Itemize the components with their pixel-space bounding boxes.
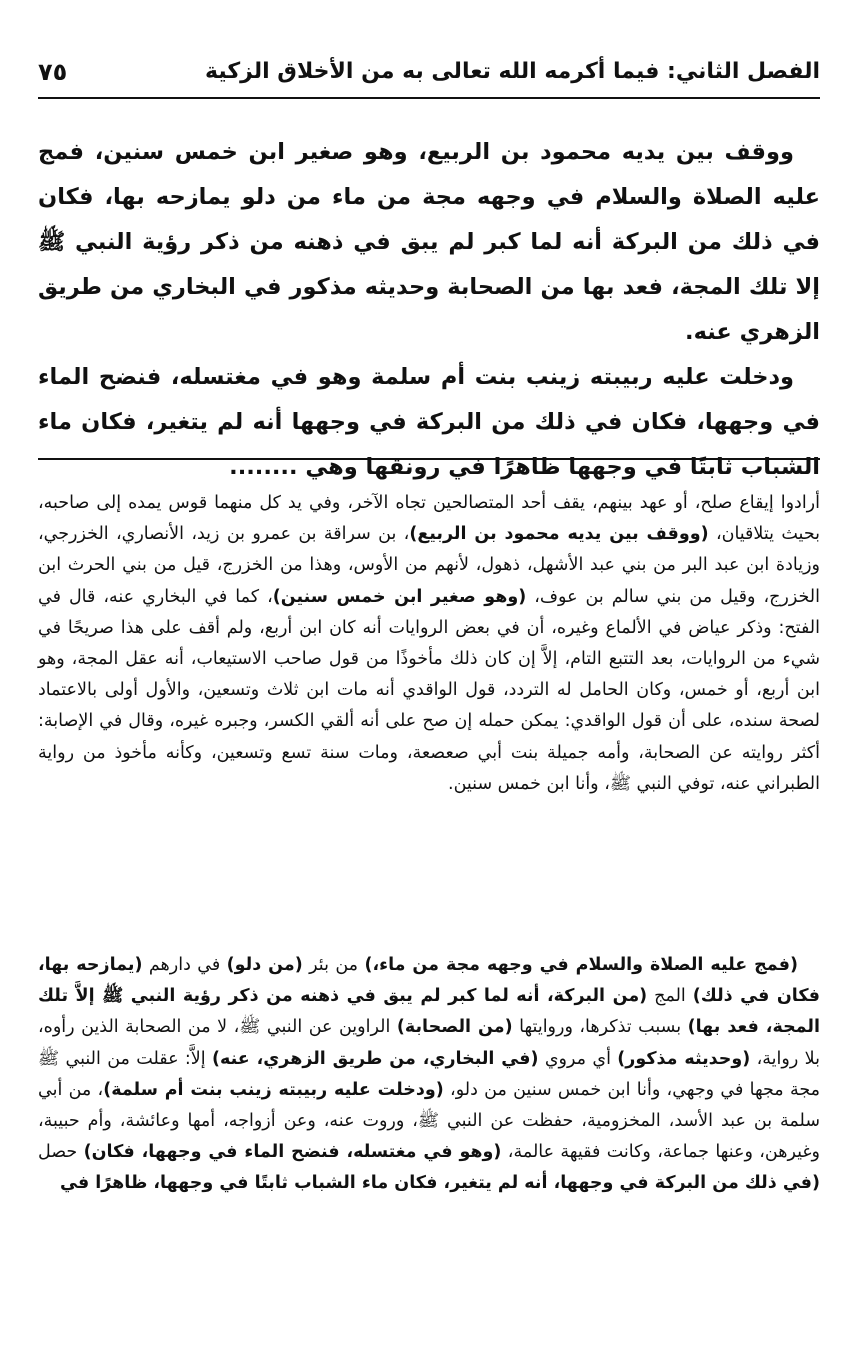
commentary-text: حصل (38, 1142, 84, 1163)
quoted-main-text: (وحديثه مذكور) (617, 1048, 751, 1069)
quoted-main-text: (وهو في مغتسله، فنضح الماء في وجهها، فكان) (83, 1142, 502, 1163)
commentary-paragraph-2 (38, 950, 820, 1200)
quoted-main-text: (في ذلك من البركة في وجهها، أنه لم يتغير، فكان ماء الشباب ثابتًا في وجهها، ظاهرًا في (59, 1173, 820, 1194)
commentary-text: في دارهم (142, 955, 227, 975)
quoted-main-text: (من الصحابة) (396, 1017, 513, 1038)
commentary-text: ، بن سراقة بن عمرو بن زيد، الأنصاري، الخزرجي، وزيادة ابن عبد البر من بني عبد الأشهل، ذهول، لأنهم من الأوس، وهذا من الخزرج، قيل من بني الحرث ابن الخزرج، وقيل من بني سالم بن عوف، (38, 524, 820, 607)
quoted-main-text: (من البركة، أنه لما كبر لم يبق في ذهنه من ذكر رؤية النبي ﷺ إلاَّ تلك المجة، فعد بها) (38, 986, 820, 1038)
header-divider (38, 97, 820, 99)
quoted-main-text: (فمج عليه الصلاة والسلام في وجهه مجة من ماء،) (364, 955, 798, 975)
commentary-text: إلاَّ: عقلت من النبي ﷺ مجة مجها في وجهي، وأنا ابن خمس سنين من دلو، (38, 1048, 821, 1100)
main-text-paragraph-1: ووقف بين يديه محمود بن الربيع، وهو صغير ابن خمس سنين، فمج عليه الصلاة والسلام في وجهه مجة من ماء من دلو يمازحه بها، فكان في ذلك من البركة أنه لما كبر لم يبق في ذهنه من ذكر رؤية النبي ﷺ إلا تلك المجة، فعد بها من الصحابة وحديثه مذكور في البخاري من طريق الزهري عنه. (38, 139, 820, 345)
commentary-text: من بئر (302, 955, 365, 975)
commentary-divider (38, 458, 820, 460)
commentary-text: بسبب تذكرها، وروايتها (512, 1017, 688, 1038)
commentary-text: أرادوا إيقاع صلح، أو عهد بينهم، يقف أحد المتصالحين تجاه الآخر، وفي يد كل منهما قوس يمده إلى صاحبه، بحيث يتلاقيان، (38, 493, 820, 545)
quoted-main-text: (في البخاري، من طريق الزهري، عنه) (212, 1048, 539, 1069)
quoted-main-text: (وهو صغير ابن خمس سنين) (272, 586, 527, 607)
quoted-main-text: (من دلو) (226, 955, 303, 975)
commentary-text: الراوين عن النبي ﷺ، لا من الصحابة الذين رأوه، بلا رواية، (38, 1017, 820, 1069)
commentary-paragraph-1 (38, 488, 820, 800)
chapter-title: الفصل الثاني: فيما أكرمه الله تعالى به من الأخلاق الزكية (205, 59, 820, 84)
quoted-main-text: (ووقف بين يديه محمود بن الربيع) (409, 524, 709, 545)
main-text (38, 130, 820, 490)
quoted-main-text: (ودخلت عليه ربيبته زينب بنت أم سلمة) (103, 1079, 444, 1100)
commentary-block-1 (38, 488, 820, 800)
page-header (38, 50, 820, 94)
page-number: ٧٥ (38, 58, 68, 86)
commentary-text: ، كما في البخاري عنه، قال في الفتح: وذكر عياض في الألماع وغيره، أن في بعض الروايات أنه كان ابن أربع، ولم أقف على هذا صريحًا في شيء من الروايات، بعد التتبع التام، إلاَّ إن كان ذلك مأخوذًا من قول صاحب الاستيعاب، أنه عقل المجة، وهو ابن أربع، أو خمس، وكان الحامل له التردد، قول الواقدي أنه مات ابن ثلاث وتسعين، والأول أولى بالاعتماد لصحة سنده، على أن قول الواقدي: يمكن حمله إن صح على أنه ألقي الكسر، وجبره غيره، وقال في الإصابة: أكثر روايته عن الصحابة، وأمه جميلة بنت أبي صعصعة، ومات سنة تسع وتسعين، وكأنه مأخوذ من رواية الطبراني عنه، توفي النبي ﷺ، وأنا ابن خمس سنين. (38, 586, 820, 794)
commentary-text: أي مروي (538, 1048, 618, 1069)
commentary-text: المج (647, 986, 693, 1007)
commentary-text: ، من أبي سلمة بن عبد الأسد، المخزومية، حفظت عن النبي ﷺ، وروت عنه، وعن أزواجه، أمها وعائشة، وأم حبيبة، وغيرهن، وعنها جماعة، وكانت فقيهة عالمة، (38, 1079, 821, 1163)
quoted-main-text: (يمازحه بها، فكان في ذلك) (38, 955, 821, 1007)
commentary-block-2 (38, 950, 820, 1200)
main-text-paragraph-2: ودخلت عليه ربيبته زينب بنت أم سلمة وهو في مغتسله، فنضح الماء في وجهها، فكان في ذلك من البركة في وجهها أنه لم يتغير، فكان ماء الشباب ثابتًا في وجهها ظاهرًا في رونقها وهي ........ (38, 364, 820, 480)
